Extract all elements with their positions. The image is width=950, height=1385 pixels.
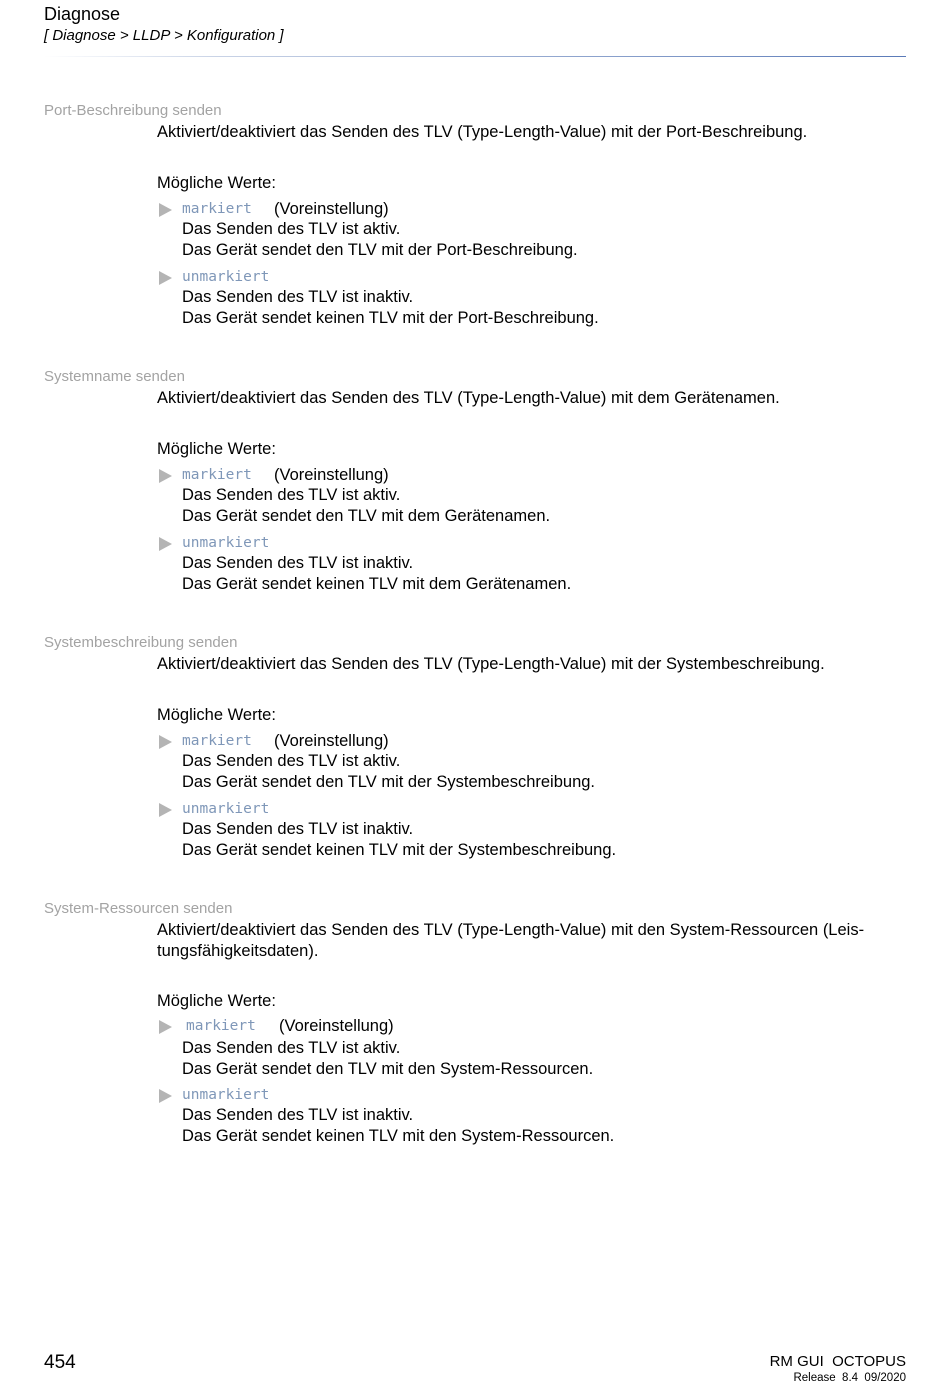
default-note: (Voreinstellung)	[274, 466, 389, 484]
section-description: Aktiviert/deaktiviert das Senden des TLV (Type-Length-Value) mit der Systembeschreibung.	[157, 655, 825, 673]
section-heading: Systembeschreibung senden	[44, 634, 238, 651]
document-name: RM GUI OCTOPUS	[769, 1353, 906, 1370]
triangle-bullet-icon	[159, 735, 172, 749]
release-info: Release 8.4 09/2020	[793, 1372, 906, 1384]
value-description-line: Das Senden des TLV ist aktiv.	[182, 220, 401, 238]
value-description-line: Das Gerät sendet keinen TLV mit der Systembeschreibung.	[182, 841, 617, 859]
page-number: 454	[44, 1352, 76, 1373]
value-code: markiert	[182, 201, 252, 217]
section-heading: System-Ressourcen senden	[44, 900, 233, 917]
section-systembeschreibung	[0, 634, 950, 874]
value-code: unmarkiert	[182, 1087, 270, 1103]
section-heading: Systemname senden	[44, 368, 185, 385]
page-title: Diagnose	[44, 4, 121, 24]
triangle-bullet-icon	[159, 803, 172, 817]
section-description: Aktiviert/deaktiviert das Senden des TLV (Type-Length-Value) mit den System-Ressourcen (Leis-tungsfähigkeitsdaten).	[157, 921, 865, 960]
value-description-line: Das Gerät sendet keinen TLV mit der Port-Beschreibung.	[182, 309, 599, 327]
section-heading: Port-Beschreibung senden	[44, 102, 222, 119]
default-note: (Voreinstellung)	[279, 1017, 394, 1035]
value-description-line: Das Gerät sendet den TLV mit der Port-Beschreibung.	[182, 241, 578, 259]
value-code: unmarkiert	[182, 269, 270, 285]
triangle-bullet-icon	[159, 1089, 172, 1103]
section-systemname	[0, 368, 950, 608]
possible-values-heading: Mögliche Werte:	[157, 706, 276, 724]
value-code: markiert	[186, 1018, 256, 1034]
section-port-beschreibung	[0, 102, 950, 342]
value-description-line: Das Senden des TLV ist aktiv.	[182, 486, 401, 504]
value-description-line: Das Gerät sendet keinen TLV mit dem Gerätenamen.	[182, 575, 572, 593]
breadcrumb: [ Diagnose > LLDP > Konfiguration ]	[44, 27, 284, 44]
section-description: Aktiviert/deaktiviert das Senden des TLV (Type-Length-Value) mit dem Gerätenamen.	[157, 389, 780, 407]
possible-values-heading: Mögliche Werte:	[157, 992, 276, 1010]
section-system-ressourcen	[0, 900, 950, 1160]
default-note: (Voreinstellung)	[274, 200, 389, 218]
value-description-line: Das Senden des TLV ist inaktiv.	[182, 288, 414, 306]
value-description-line: Das Senden des TLV ist inaktiv.	[182, 1106, 414, 1124]
section-description: Aktiviert/deaktiviert das Senden des TLV (Type-Length-Value) mit der Port-Beschreibung.	[157, 123, 808, 141]
possible-values-heading: Mögliche Werte:	[157, 174, 276, 192]
value-description-line: Das Gerät sendet den TLV mit dem Gerätenamen.	[182, 507, 551, 525]
value-description-line: Das Senden des TLV ist aktiv.	[182, 752, 401, 770]
value-code: unmarkiert	[182, 801, 270, 817]
value-description-line: Das Senden des TLV ist inaktiv.	[182, 554, 414, 572]
triangle-bullet-icon	[159, 469, 172, 483]
value-description-line: Das Senden des TLV ist inaktiv.	[182, 820, 414, 838]
value-description-line: Das Gerät sendet den TLV mit der Systembeschreibung.	[182, 773, 596, 791]
header-divider	[44, 56, 906, 57]
value-code: markiert	[182, 467, 252, 483]
value-code: unmarkiert	[182, 535, 270, 551]
default-note: (Voreinstellung)	[274, 732, 389, 750]
value-description-line: Das Gerät sendet keinen TLV mit den System-Ressourcen.	[182, 1127, 615, 1145]
triangle-bullet-icon	[159, 537, 172, 551]
triangle-bullet-icon	[159, 203, 172, 217]
triangle-bullet-icon	[159, 1020, 172, 1034]
value-code: markiert	[182, 733, 252, 749]
triangle-bullet-icon	[159, 271, 172, 285]
value-description-line: Das Senden des TLV ist aktiv.	[182, 1039, 401, 1057]
value-description-line: Das Gerät sendet den TLV mit den System-Ressourcen.	[182, 1060, 594, 1078]
possible-values-heading: Mögliche Werte:	[157, 440, 276, 458]
